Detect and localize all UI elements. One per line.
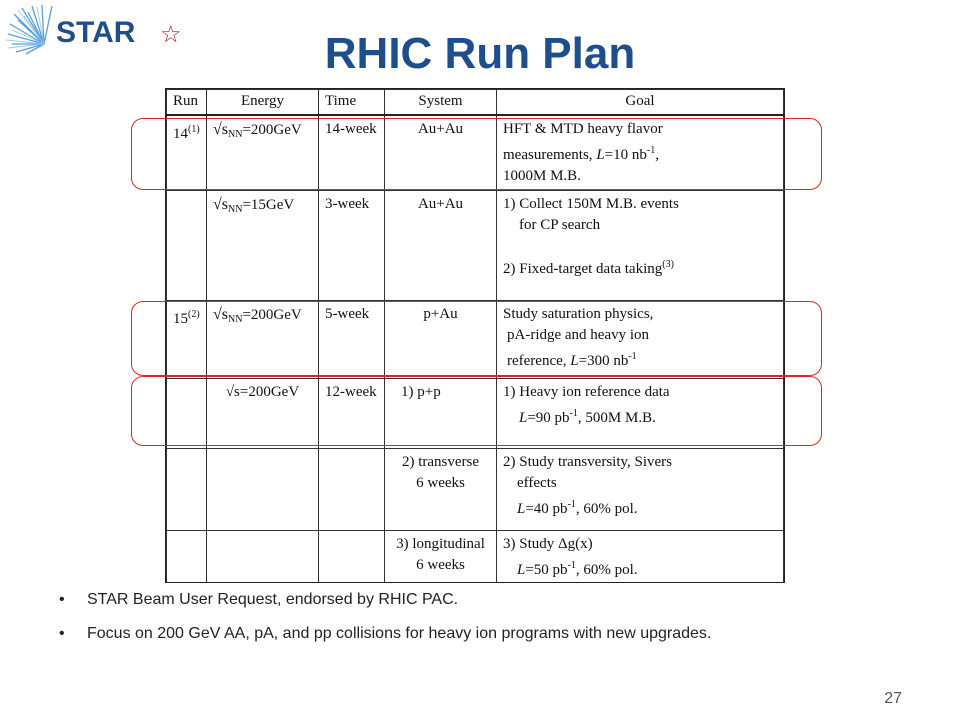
header-goal: Goal: [497, 90, 784, 116]
logo-star-icon: ☆: [160, 20, 182, 48]
cell-time: 12-week: [319, 379, 385, 449]
cell-energy: $√s_{NN}=15GeV$: [207, 191, 319, 301]
cell-time: 14-week: [319, 115, 385, 191]
bullet-dot-icon: •: [59, 625, 65, 642]
table-row: [167, 115, 784, 191]
cell-time: [319, 531, 385, 584]
cell-run: [167, 191, 207, 301]
cell-system: 3) longitudinal 6 weeks: [385, 531, 497, 584]
cell-run: [167, 531, 207, 584]
header-system: System: [385, 90, 497, 116]
cell-time: 3-week: [319, 191, 385, 301]
cell-system: 2) transverse 6 weeks: [385, 449, 497, 531]
cell-run: [167, 379, 207, 449]
table-row: [167, 379, 784, 449]
table-row: [167, 301, 784, 379]
header-time: Time: [319, 90, 385, 116]
run-plan-table: [165, 88, 785, 583]
page-number: 27: [884, 690, 902, 707]
table-row: [167, 191, 784, 301]
cell-system: p+Au: [385, 301, 497, 379]
cell-goal: 3) Study Δg(x) L=50 $pb^{-1}$, 60% pol.: [497, 531, 784, 584]
cell-goal: Study saturation physics, pA-ridge and heavy ion reference, L=300 $nb^{-1}$: [497, 301, 784, 379]
cell-energy: √s=200GeV: [207, 379, 319, 449]
cell-system: Au+Au: [385, 115, 497, 191]
cell-time: [319, 449, 385, 531]
table-row: [167, 531, 784, 584]
cell-system: 1) p+p: [385, 379, 497, 449]
table-header-row: [167, 90, 784, 116]
cell-system: Au+Au: [385, 191, 497, 301]
header-energy: Energy: [207, 90, 319, 116]
cell-run: 14$^{(1)}$: [167, 115, 207, 191]
bullet-text: STAR Beam User Request, endorsed by RHIC PAC.: [87, 591, 459, 608]
cell-energy: $√s_{NN}=200GeV$: [207, 301, 319, 379]
cell-energy: [207, 531, 319, 584]
cell-time: 5-week: [319, 301, 385, 379]
cell-run: [167, 449, 207, 531]
bullet-item: [57, 624, 937, 644]
cell-energy: [207, 449, 319, 531]
bullet-text: Focus on 200 GeV AA, pA, and pp collisions for heavy ion programs with new upgrades.: [87, 625, 712, 642]
header-run: Run: [167, 90, 207, 116]
bullet-item: [57, 590, 937, 610]
logo-text: STAR: [56, 16, 136, 49]
page-title: RHIC Run Plan: [324, 29, 636, 78]
cell-energy: $√s_{NN}=200GeV$: [207, 115, 319, 191]
table-row: [167, 449, 784, 531]
cell-goal: 1) Collect 150M M.B. events for CP search 2) Fixed-target data taking$^{(3)}$: [497, 191, 784, 301]
cell-goal: 2) Study transversity, Sivers effects L=40 $pb^{-1}$, 60% pol.: [497, 449, 784, 531]
cell-goal: 1) Heavy ion reference data L=90 $pb^{-1}$, 500M M.B.: [497, 379, 784, 449]
bullet-list: [57, 590, 937, 658]
bullet-dot-icon: •: [59, 591, 65, 608]
cell-goal: HFT & MTD heavy flavor measurements, L=10 $nb^{-1}$, 1000M M.B.: [497, 115, 784, 191]
cell-run: 15$^{(2)}$: [167, 301, 207, 379]
